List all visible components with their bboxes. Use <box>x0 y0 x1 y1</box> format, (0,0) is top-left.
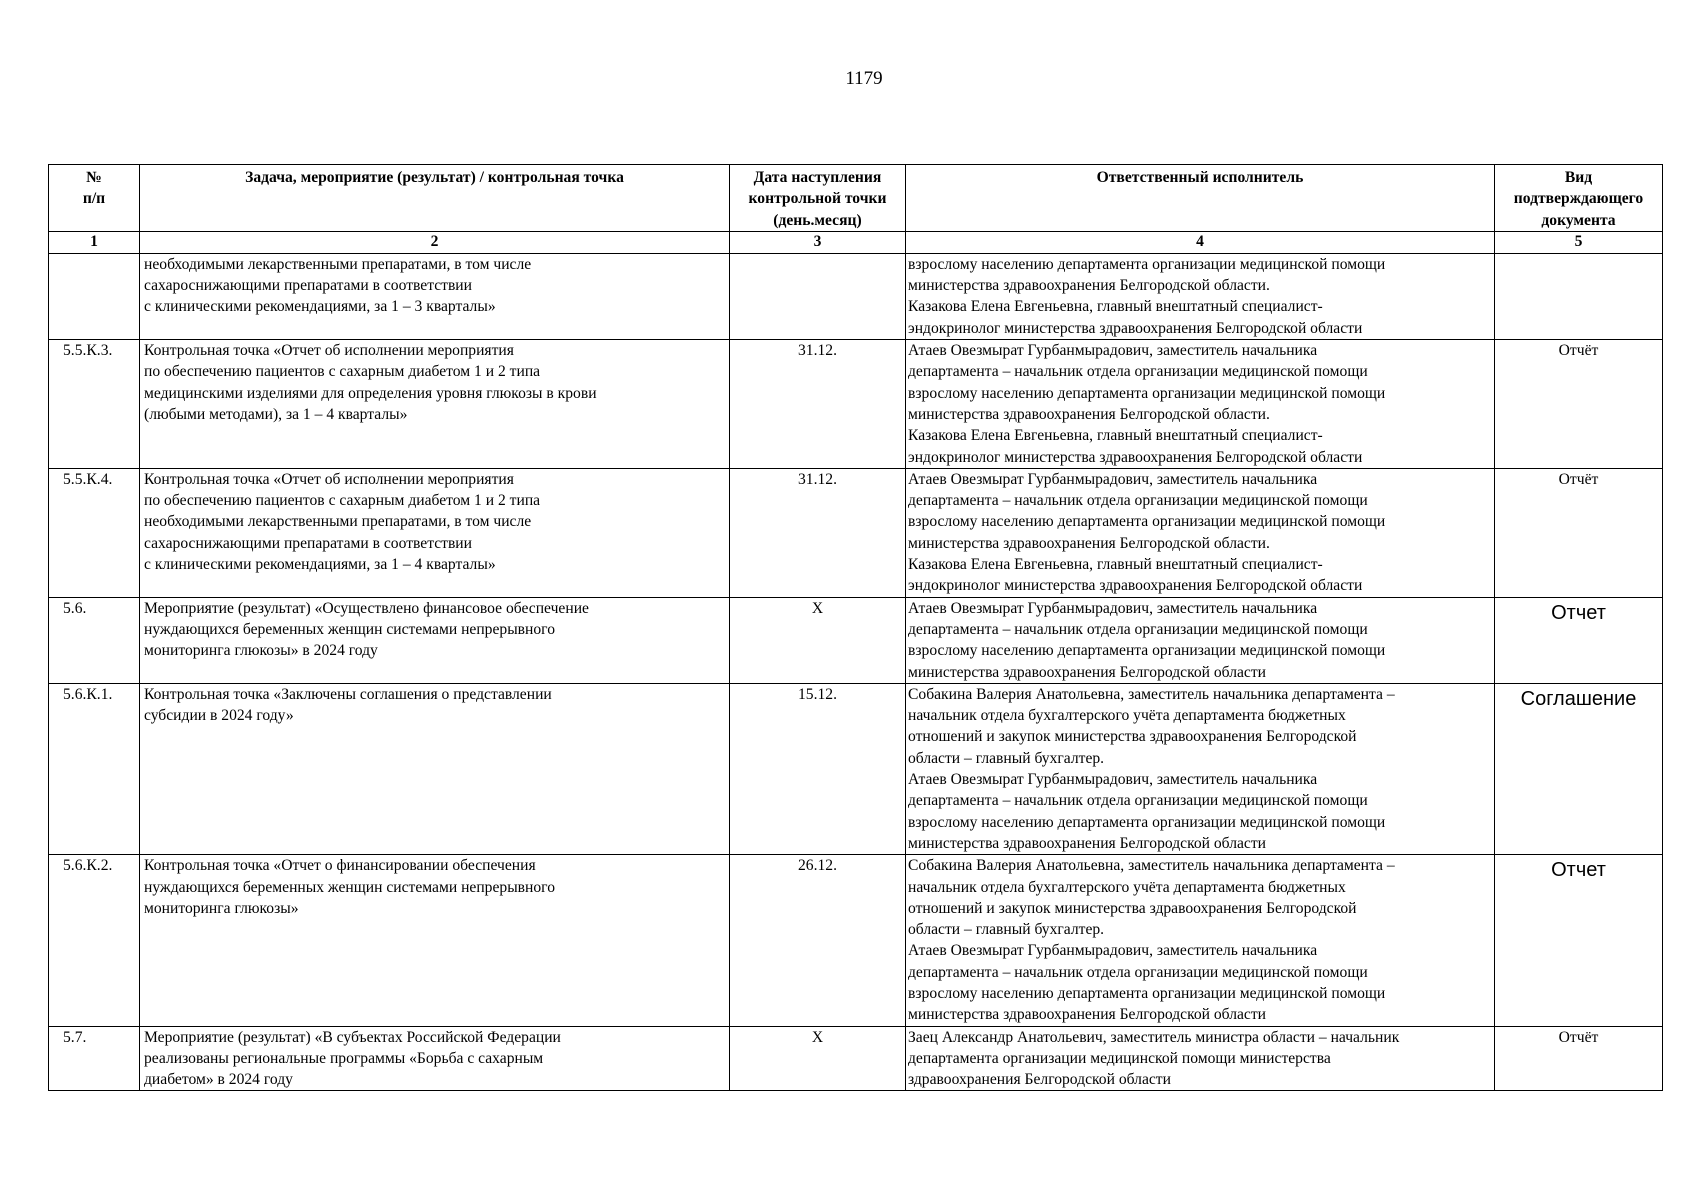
row-document: Отчет <box>1495 597 1663 683</box>
column-number: 2 <box>140 231 730 253</box>
header-date: Дата наступления контрольной точки (день.месяц) <box>730 165 906 232</box>
header-responsible: Ответственный исполнитель <box>906 165 1495 232</box>
row-document: Соглашение <box>1495 683 1663 854</box>
row-task: Контрольная точка «Отчет об исполнении мероприятия по обеспечению пациентов с сахарным диабетом 1 и 2 типа необходимыми лекарственными препаратами, в том числе сахароснижающими препаратами в соответствии с клиническими рекомендациями, за 1 – 4 кварталы» <box>140 468 730 597</box>
row-date: 31.12. <box>730 340 906 469</box>
row-responsible: взрослому населению департамента организации медицинской помощи министерства здравоохранения Белгородской области. Казакова Елена Евгеньевна, главный внештатный специалист- эндокринолог министерства здравоохранения Белгородской области <box>906 253 1495 339</box>
table-body <box>49 253 1663 1091</box>
row-number: 5.6. <box>49 597 140 683</box>
row-task: Контрольная точка «Отчет об исполнении мероприятия по обеспечению пациентов с сахарным диабетом 1 и 2 типа медицинскими изделиями для определения уровня глюкозы в крови (любыми методами), за 1 – 4 кварталы» <box>140 340 730 469</box>
row-responsible: Атаев Овезмырат Гурбанмырадович, заместитель начальника департамента – начальник отдела организации медицинской помощи взрослому населению департамента организации медицинской помощи министерства здравоохранения Белгородской области. Казакова Елена Евгеньевна, главный внештатный специалист- эндокринолог министерства здравоохранения Белгородской области <box>906 468 1495 597</box>
header-task: Задача, мероприятие (результат) / контрольная точка <box>140 165 730 232</box>
row-date: Х <box>730 597 906 683</box>
row-responsible: Собакина Валерия Анатольевна, заместитель начальника департамента – начальник отдела бухгалтерского учёта департамента бюджетных отношений и закупок министерства здравоохранения Белгородской области – главный бухгалтер. Атаев Овезмырат Гурбанмырадович, заместитель начальника департамента – начальник отдела организации медицинской помощи взрослому населению департамента организации медицинской помощи министерства здравоохранения Белгородской области <box>906 683 1495 854</box>
table-header-row <box>49 165 1663 232</box>
row-task: Мероприятие (результат) «В субъектах Российской Федерации реализованы региональные программы «Борьба с сахарным диабетом» в 2024 году <box>140 1026 730 1091</box>
table-row <box>49 683 1663 854</box>
row-number: 5.5.К.3. <box>49 340 140 469</box>
row-task: Мероприятие (результат) «Осуществлено финансовое обеспечение нуждающихся беременных женщин системами непрерывного мониторинга глюкозы» в 2024 году <box>140 597 730 683</box>
column-number: 5 <box>1495 231 1663 253</box>
row-task: необходимыми лекарственными препаратами, в том числе сахароснижающими препаратами в соответствии с клиническими рекомендациями, за 1 – 3 кварталы» <box>140 253 730 339</box>
row-date: 31.12. <box>730 468 906 597</box>
table-row <box>49 1026 1663 1091</box>
row-date: 26.12. <box>730 855 906 1026</box>
row-number: 5.6.К.2. <box>49 855 140 1026</box>
row-number: 5.7. <box>49 1026 140 1091</box>
column-numbers-row <box>49 231 1663 253</box>
column-number: 4 <box>906 231 1495 253</box>
row-date: 15.12. <box>730 683 906 854</box>
row-document: Отчёт <box>1495 468 1663 597</box>
row-task: Контрольная точка «Заключены соглашения о представлении субсидии в 2024 году» <box>140 683 730 854</box>
table-row <box>49 855 1663 1026</box>
header-document: Вид подтверждающего документа <box>1495 165 1663 232</box>
row-document: Отчёт <box>1495 1026 1663 1091</box>
row-date: Х <box>730 1026 906 1091</box>
plan-table <box>48 164 1663 1091</box>
row-date <box>730 253 906 339</box>
column-number: 3 <box>730 231 906 253</box>
table-row <box>49 340 1663 469</box>
header-number: № п/п <box>49 165 140 232</box>
row-document <box>1495 253 1663 339</box>
row-number: 5.5.К.4. <box>49 468 140 597</box>
column-number: 1 <box>49 231 140 253</box>
row-responsible: Заец Александр Анатольевич, заместитель министра области – начальник департамента организации медицинской помощи министерства здравоохранения Белгородской области <box>906 1026 1495 1091</box>
row-document: Отчёт <box>1495 340 1663 469</box>
row-number: 5.6.К.1. <box>49 683 140 854</box>
row-task: Контрольная точка «Отчет о финансировании обеспечения нуждающихся беременных женщин системами непрерывного мониторинга глюкозы» <box>140 855 730 1026</box>
row-responsible: Атаев Овезмырат Гурбанмырадович, заместитель начальника департамента – начальник отдела организации медицинской помощи взрослому населению департамента организации медицинской помощи министерства здравоохранения Белгородской области <box>906 597 1495 683</box>
row-responsible: Атаев Овезмырат Гурбанмырадович, заместитель начальника департамента – начальник отдела организации медицинской помощи взрослому населению департамента организации медицинской помощи министерства здравоохранения Белгородской области. Казакова Елена Евгеньевна, главный внештатный специалист- эндокринолог министерства здравоохранения Белгородской области <box>906 340 1495 469</box>
row-responsible: Собакина Валерия Анатольевна, заместитель начальника департамента – начальник отдела бухгалтерского учёта департамента бюджетных отношений и закупок министерства здравоохранения Белгородской области – главный бухгалтер. Атаев Овезмырат Гурбанмырадович, заместитель начальника департамента – начальник отдела организации медицинской помощи взрослому населению департамента организации медицинской помощи министерства здравоохранения Белгородской области <box>906 855 1495 1026</box>
table-row <box>49 597 1663 683</box>
row-document: Отчет <box>1495 855 1663 1026</box>
table-row <box>49 468 1663 597</box>
table-row <box>49 253 1663 339</box>
page-number: 1179 <box>845 68 883 89</box>
row-number <box>49 253 140 339</box>
